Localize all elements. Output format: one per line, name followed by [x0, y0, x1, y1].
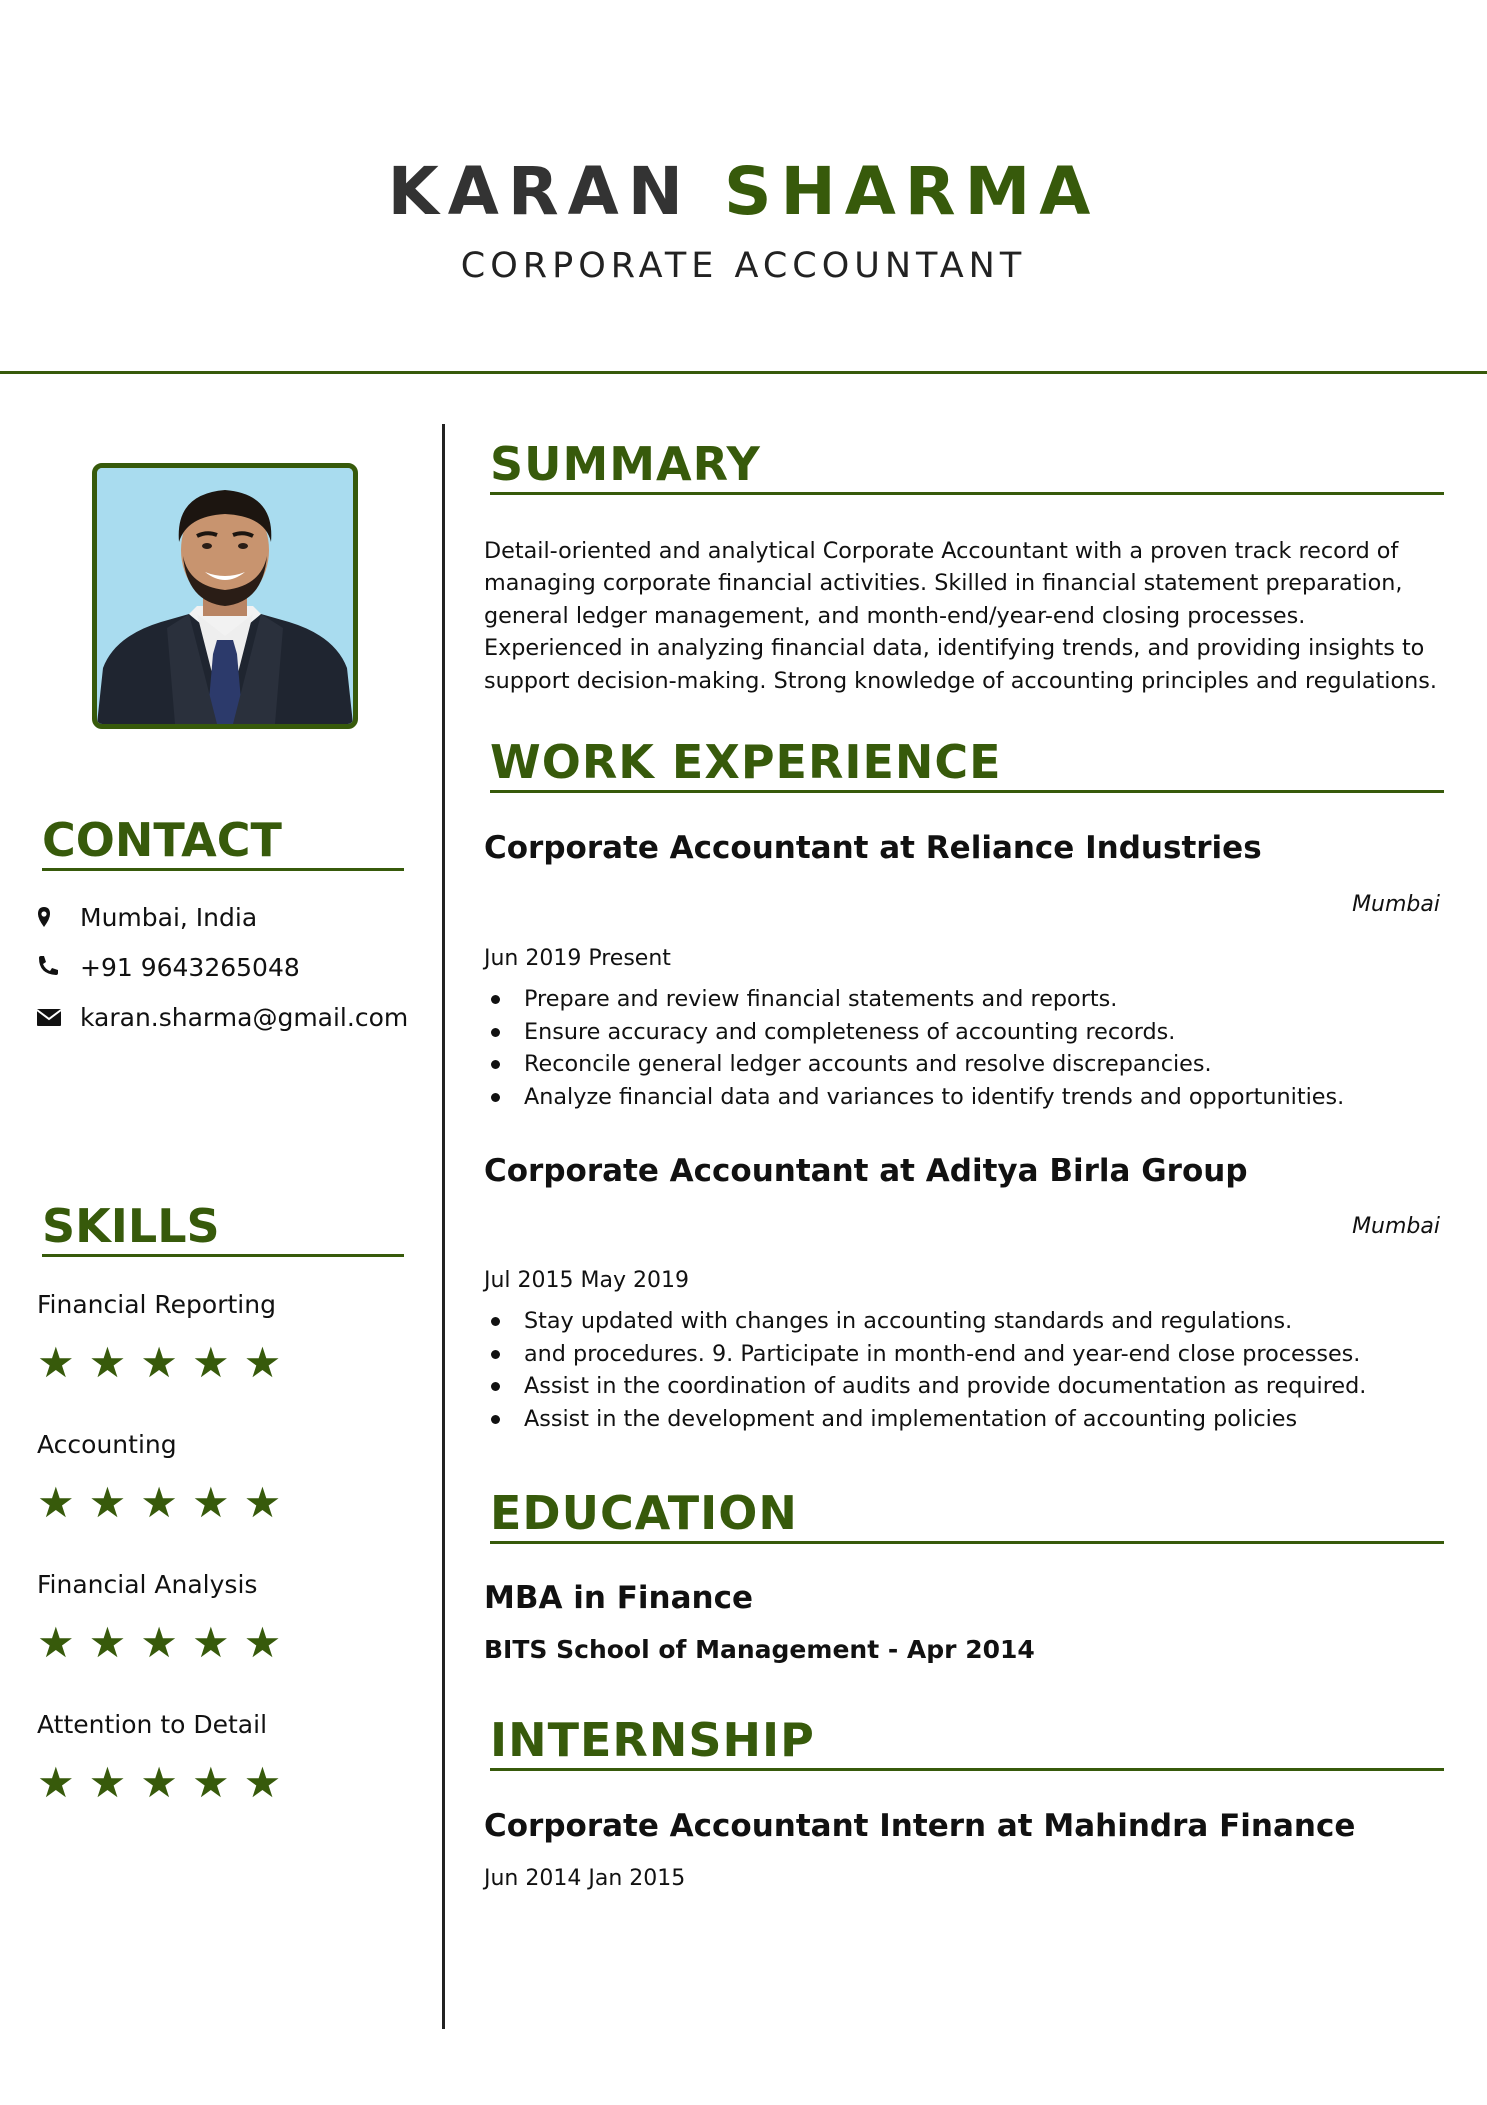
- envelope-icon: [36, 1005, 64, 1033]
- profile-photo: [92, 463, 358, 729]
- contact-heading: CONTACT: [42, 812, 404, 871]
- education-heading: EDUCATION: [490, 1485, 1444, 1544]
- summary-text: [484, 535, 1446, 697]
- job-location: Mumbai: [1352, 1214, 1440, 1239]
- skill-name: Accounting: [37, 1430, 177, 1459]
- phone-text[interactable]: +91 9643265048: [80, 953, 300, 982]
- work-heading: WORK EXPERIENCE: [490, 734, 1444, 793]
- list-item: Assist in the coordination of audits and provide documentation as required.: [484, 1370, 1366, 1403]
- summary-line: general ledger management, and month-end/year-end closing processes.: [484, 602, 1306, 629]
- skill-rating-stars: ★★★★★: [37, 1758, 296, 1807]
- job-title: Corporate Accountant at Aditya Birla Group: [484, 1153, 1248, 1189]
- last-name: SHARMA: [723, 153, 1100, 230]
- job-dates: Jun 2019 Present: [484, 946, 671, 971]
- skill-rating-stars: ★★★★★: [37, 1478, 296, 1527]
- skill-rating-stars: ★★★★★: [37, 1338, 296, 1387]
- summary-line: support decision-making. Strong knowledge of accounting principles and regulations.: [484, 667, 1437, 694]
- education-school: BITS School of Management - Apr 2014: [484, 1635, 1035, 1664]
- job-dates: Jul 2015 May 2019: [484, 1268, 689, 1293]
- list-item: Prepare and review financial statements and reports.: [484, 983, 1344, 1016]
- summary-line: Experienced in analyzing financial data, identifying trends, and providing insights to: [484, 635, 1425, 662]
- skill-name: Financial Analysis: [37, 1570, 258, 1599]
- skill-name: Attention to Detail: [37, 1710, 268, 1739]
- list-item: Analyze financial data and variances to identify trends and opportunities.: [484, 1081, 1344, 1114]
- email-text[interactable]: karan.sharma@gmail.com: [80, 1003, 409, 1032]
- internship-role: Corporate Accountant Intern at Mahindra Finance: [484, 1808, 1356, 1844]
- job-location: Mumbai: [1352, 892, 1440, 917]
- skill-rating-stars: ★★★★★: [37, 1618, 296, 1667]
- header-divider: [0, 371, 1487, 374]
- summary-line: Detail-oriented and analytical Corporate Accountant with a proven track record of: [484, 538, 1399, 564]
- contact-phone: [36, 948, 406, 988]
- job-responsibilities: [484, 1305, 1366, 1435]
- location-text: Mumbai, India: [80, 903, 258, 932]
- summary-heading: SUMMARY: [490, 436, 1444, 495]
- job-title: Corporate Accountant at Reliance Industries: [484, 830, 1262, 866]
- resume-header: [0, 0, 1487, 374]
- job-role: CORPORATE ACCOUNTANT: [460, 246, 1027, 286]
- list-item: Assist in the development and implementation of accounting policies: [484, 1403, 1366, 1436]
- phone-icon: [36, 955, 64, 983]
- skills-heading: SKILLS: [42, 1198, 404, 1257]
- first-name: KARAN: [387, 153, 692, 230]
- contact-email: [36, 998, 409, 1078]
- list-item: Reconcile general ledger accounts and resolve discrepancies.: [484, 1048, 1344, 1081]
- candidate-name: [0, 152, 1487, 232]
- skill-name: Financial Reporting: [37, 1290, 276, 1319]
- contact-location: [36, 898, 406, 938]
- job-responsibilities: [484, 983, 1344, 1113]
- list-item: Stay updated with changes in accounting standards and regulations.: [484, 1305, 1366, 1338]
- education-degree: MBA in Finance: [484, 1580, 754, 1616]
- summary-line: managing corporate financial activities. Skilled in financial statement preparation,: [484, 570, 1403, 597]
- list-item: and procedures. 9. Participate in month-end and year-end close processes.: [484, 1338, 1366, 1371]
- list-item: Ensure accuracy and completeness of accounting records.: [484, 1016, 1344, 1049]
- internship-heading: INTERNSHIP: [490, 1712, 1444, 1771]
- column-divider: [442, 424, 445, 2029]
- internship-dates: Jun 2014 Jan 2015: [484, 1866, 686, 1891]
- map-pin-icon: [36, 905, 64, 933]
